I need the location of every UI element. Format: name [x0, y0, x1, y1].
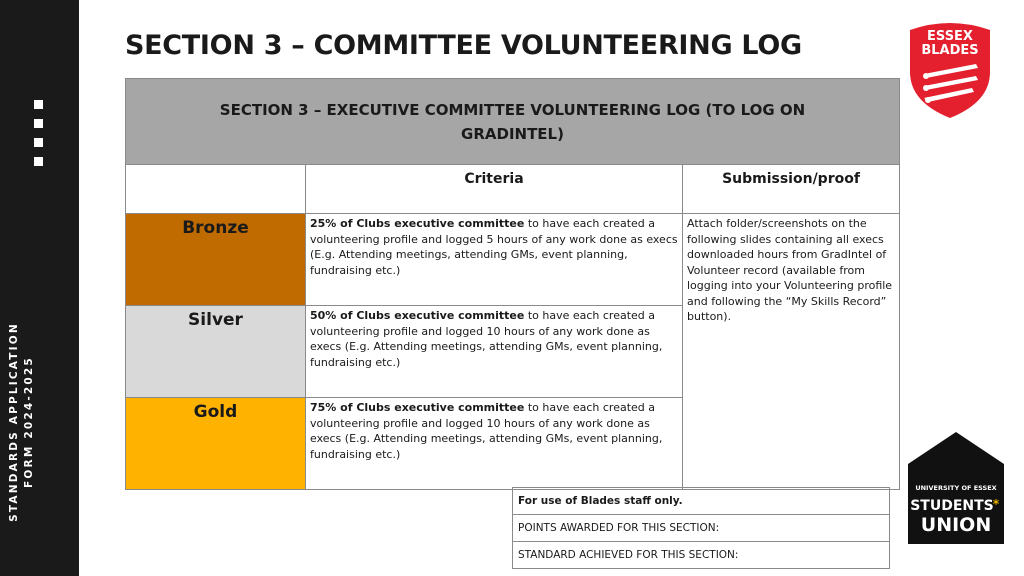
empty-header-cell: [126, 165, 306, 214]
page-title: SECTION 3 – COMMITTEE VOLUNTEERING LOG: [125, 30, 802, 61]
gold-criteria-cell: [306, 398, 683, 490]
staff-use-box: [512, 487, 890, 569]
bronze-criteria-cell: [306, 214, 683, 306]
sidebar-text-line2: FORM 2024-2025: [23, 356, 35, 488]
su-students-text: STUDENTS: [910, 498, 994, 514]
sidebar-vertical-text: [7, 302, 37, 542]
silver-criteria-bold: 50% of Clubs executive committee: [310, 309, 525, 322]
criteria-header: Criteria: [306, 165, 683, 214]
standard-achieved-field[interactable]: STANDARD ACHIEVED FOR THIS SECTION:: [513, 542, 890, 569]
blades-text: BLADES: [921, 43, 979, 58]
submission-header: Submission/proof: [683, 165, 900, 214]
silver-criteria-cell: [306, 306, 683, 398]
bronze-tier-cell: Bronze: [126, 214, 306, 306]
su-star-icon: *: [992, 497, 1000, 511]
su-small-text: UNIVERSITY OF ESSEX: [915, 484, 997, 492]
table-header: SECTION 3 – EXECUTIVE COMMITTEE VOLUNTEERING LOG (TO LOG ON GRADINTEL): [126, 79, 900, 165]
gold-tier-cell: Gold: [126, 398, 306, 490]
left-sidebar: [0, 0, 79, 576]
essex-text: ESSEX: [927, 29, 973, 44]
bronze-criteria-text: to have each created a volunteering profile and logged 5 hours of any work done as execs (E.g. Attending meetings, attending GMs, event planning, fundraising etc.): [310, 217, 678, 277]
menu-dots-icon: [34, 100, 43, 176]
essex-blades-logo: [906, 16, 994, 120]
volunteering-log-table: [125, 78, 900, 490]
sidebar-text-line1: STANDARDS APPLICATION: [8, 322, 20, 522]
staff-box-title: For use of Blades staff only.: [513, 488, 890, 515]
silver-tier-cell: Silver: [126, 306, 306, 398]
gold-criteria-bold: 75% of Clubs executive committee: [310, 401, 525, 414]
students-union-logo: [908, 432, 1004, 544]
points-awarded-field[interactable]: POINTS AWARDED FOR THIS SECTION:: [513, 515, 890, 542]
submission-proof-cell: Attach folder/screenshots on the following slides containing all execs downloaded hours from GradIntel of Volunteer record (available from logging into your Volunteering profile and following the “My Skills Record” button).: [683, 214, 900, 490]
gold-criteria-text: to have each created a volunteering profile and logged 10 hours of any work done as execs (E.g. Attending meetings, attending GMs, event planning, fundraising etc.): [310, 401, 663, 461]
silver-criteria-text: to have each created a volunteering profile and logged 10 hours of any work done as execs (E.g. Attending meetings, attending GMs, event planning, fundraising etc.): [310, 309, 663, 369]
su-union-text: UNION: [920, 514, 992, 536]
bronze-criteria-bold: 25% of Clubs executive committee: [310, 217, 525, 230]
